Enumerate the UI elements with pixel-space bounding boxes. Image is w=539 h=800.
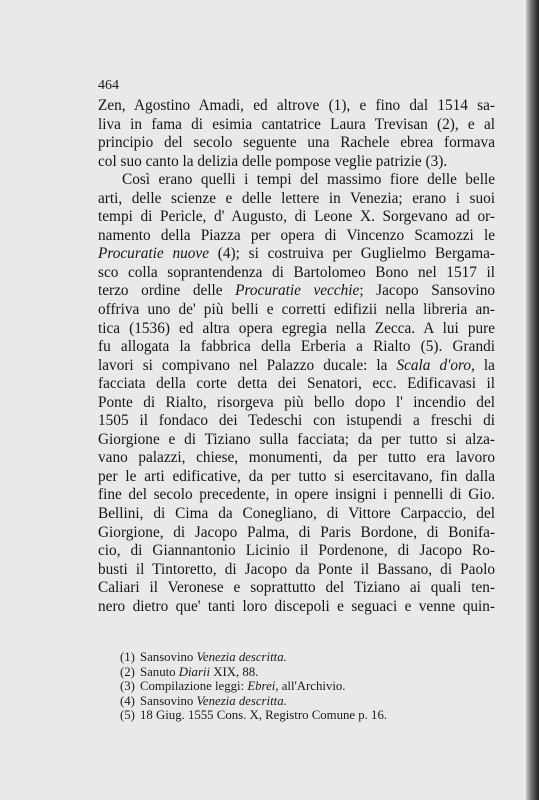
footnote [120,664,387,680]
text-line: tempi di Pericle, d' Augusto, di Leone X. Sorgevano ad or- [98,208,495,226]
footnote [120,679,387,694]
text-segment: Sansovino [140,650,197,664]
footnote [120,693,387,709]
text-segment: , la [471,356,495,374]
text-line: Giorgione, di Jacopo Palma, di Paris Bordone, di Bonifa- [98,523,495,541]
text-line: Caliari il Veronese e soprattutto del Tiziano ai quali ten- [98,579,495,597]
italic-text: Ebrei [247,679,276,694]
footnote-number: (5) [120,708,135,723]
text-segment: ; Jacopo Sansovino [359,282,495,300]
text-line: offriva uno de' più belli e corretti edifizii nella libreria an- [98,301,495,319]
italic-text: Procuratie vecchie [235,282,360,300]
text-line: liva in fama di esimia cantatrice Laura Trevisan (2), e al [98,115,495,133]
footnote-number: (3) [120,679,135,694]
text-line: fu allogata la fabbrica della Erberia a Rialto (5). Grandi [98,338,495,356]
text-line: Giorgione e di Tiziano sulla facciata; da per tutto si alza- [98,430,495,448]
text-segment: 18 Giug. 1555 Cons. X, Registro Comune p. 16. [140,708,388,723]
text-segment: Sansovino [140,693,197,708]
italic-text: Diarii [178,664,211,679]
text-line: vano palazzi, chiese, monumenti, da per tutto era lavoro [98,449,495,467]
text-line: cio, di Giannantonio Licinio il Pordenone, di Jacopo Ro- [98,542,495,560]
italic-text: Venezia descritta. [196,693,287,708]
text-line: Zen, Agostino Amadi, ed altrove (1), e fino dal 1514 sa- [98,97,495,114]
text-line [98,245,495,264]
text-line: fine del secolo precedente, in opere insigni i pennelli di Gio. [98,486,495,504]
text-line: 1505 il fondaco dei Tedeschi con istupendi a freschi di [98,412,495,430]
text-line: namento della Piazza per opera di Vincenzo Scamozzi le [98,226,495,244]
text-segment: lavori si compivano nel Palazzo ducale: la [98,356,397,374]
text-line: per le arti edificative, da per tutto si esercitavano, fin dalla [98,467,495,485]
footnotes [120,650,388,723]
text-segment: Sanuto [140,664,179,679]
text-line [98,357,495,376]
text-line: Così erano quelli i tempi del massimo fiore delle belle [122,171,495,189]
page-number: 464 [98,78,119,93]
text-line [98,282,495,301]
body-text [98,97,495,616]
text-segment: XIX, 88. [210,664,259,679]
text-line: principio del secolo seguente una Rachele ebrea formava [98,134,495,152]
text-line: tica (1536) ed altra opera egregia nella Zecca. A lui pure [98,319,495,337]
footnote-number: (4) [120,693,135,708]
footnote-number: (1) [120,650,135,664]
text-line: col suo canto la delizia delle pompose veglie patrizie (3). [98,152,448,170]
text-line: busti il Tintoretto, di Jacopo da Ponte il Bassano, di Paolo [98,560,495,578]
text-line: Ponte di Rialto, risorgeva più bello dopo l' incendio del [98,393,495,411]
page-edge-shadow [526,0,539,800]
text-segment: , all'Archivio. [275,679,346,694]
italic-text: Scala d'oro [396,356,472,374]
text-line: Bellini, di Cima da Conegliano, di Vittore Carpaccio, del [98,505,495,523]
text-line: nero dietro que' tanti loro discepoli e seguaci e venne quin- [98,597,495,615]
italic-text: Venezia descritta. [196,650,287,664]
text-segment: terzo ordine delle [98,282,236,300]
footnote-number: (2) [120,664,135,679]
text-segment: Compilazione leggi: [140,679,248,694]
text-segment: (4); si costruiva per Guglielmo Bergama- [209,245,495,263]
italic-text: Procuratie nuove [98,245,210,263]
text-line: arti, delle scienze e delle lettere in Venezia; erano i suoi [98,189,495,207]
footnote [120,708,388,723]
text-line: facciata della corte detta dei Senatori, ecc. Edificavasi il [98,375,495,393]
text-line: sco colla soprantendenza di Bartolomeo Bono nel 1517 il [98,263,495,281]
footnote [120,650,387,665]
